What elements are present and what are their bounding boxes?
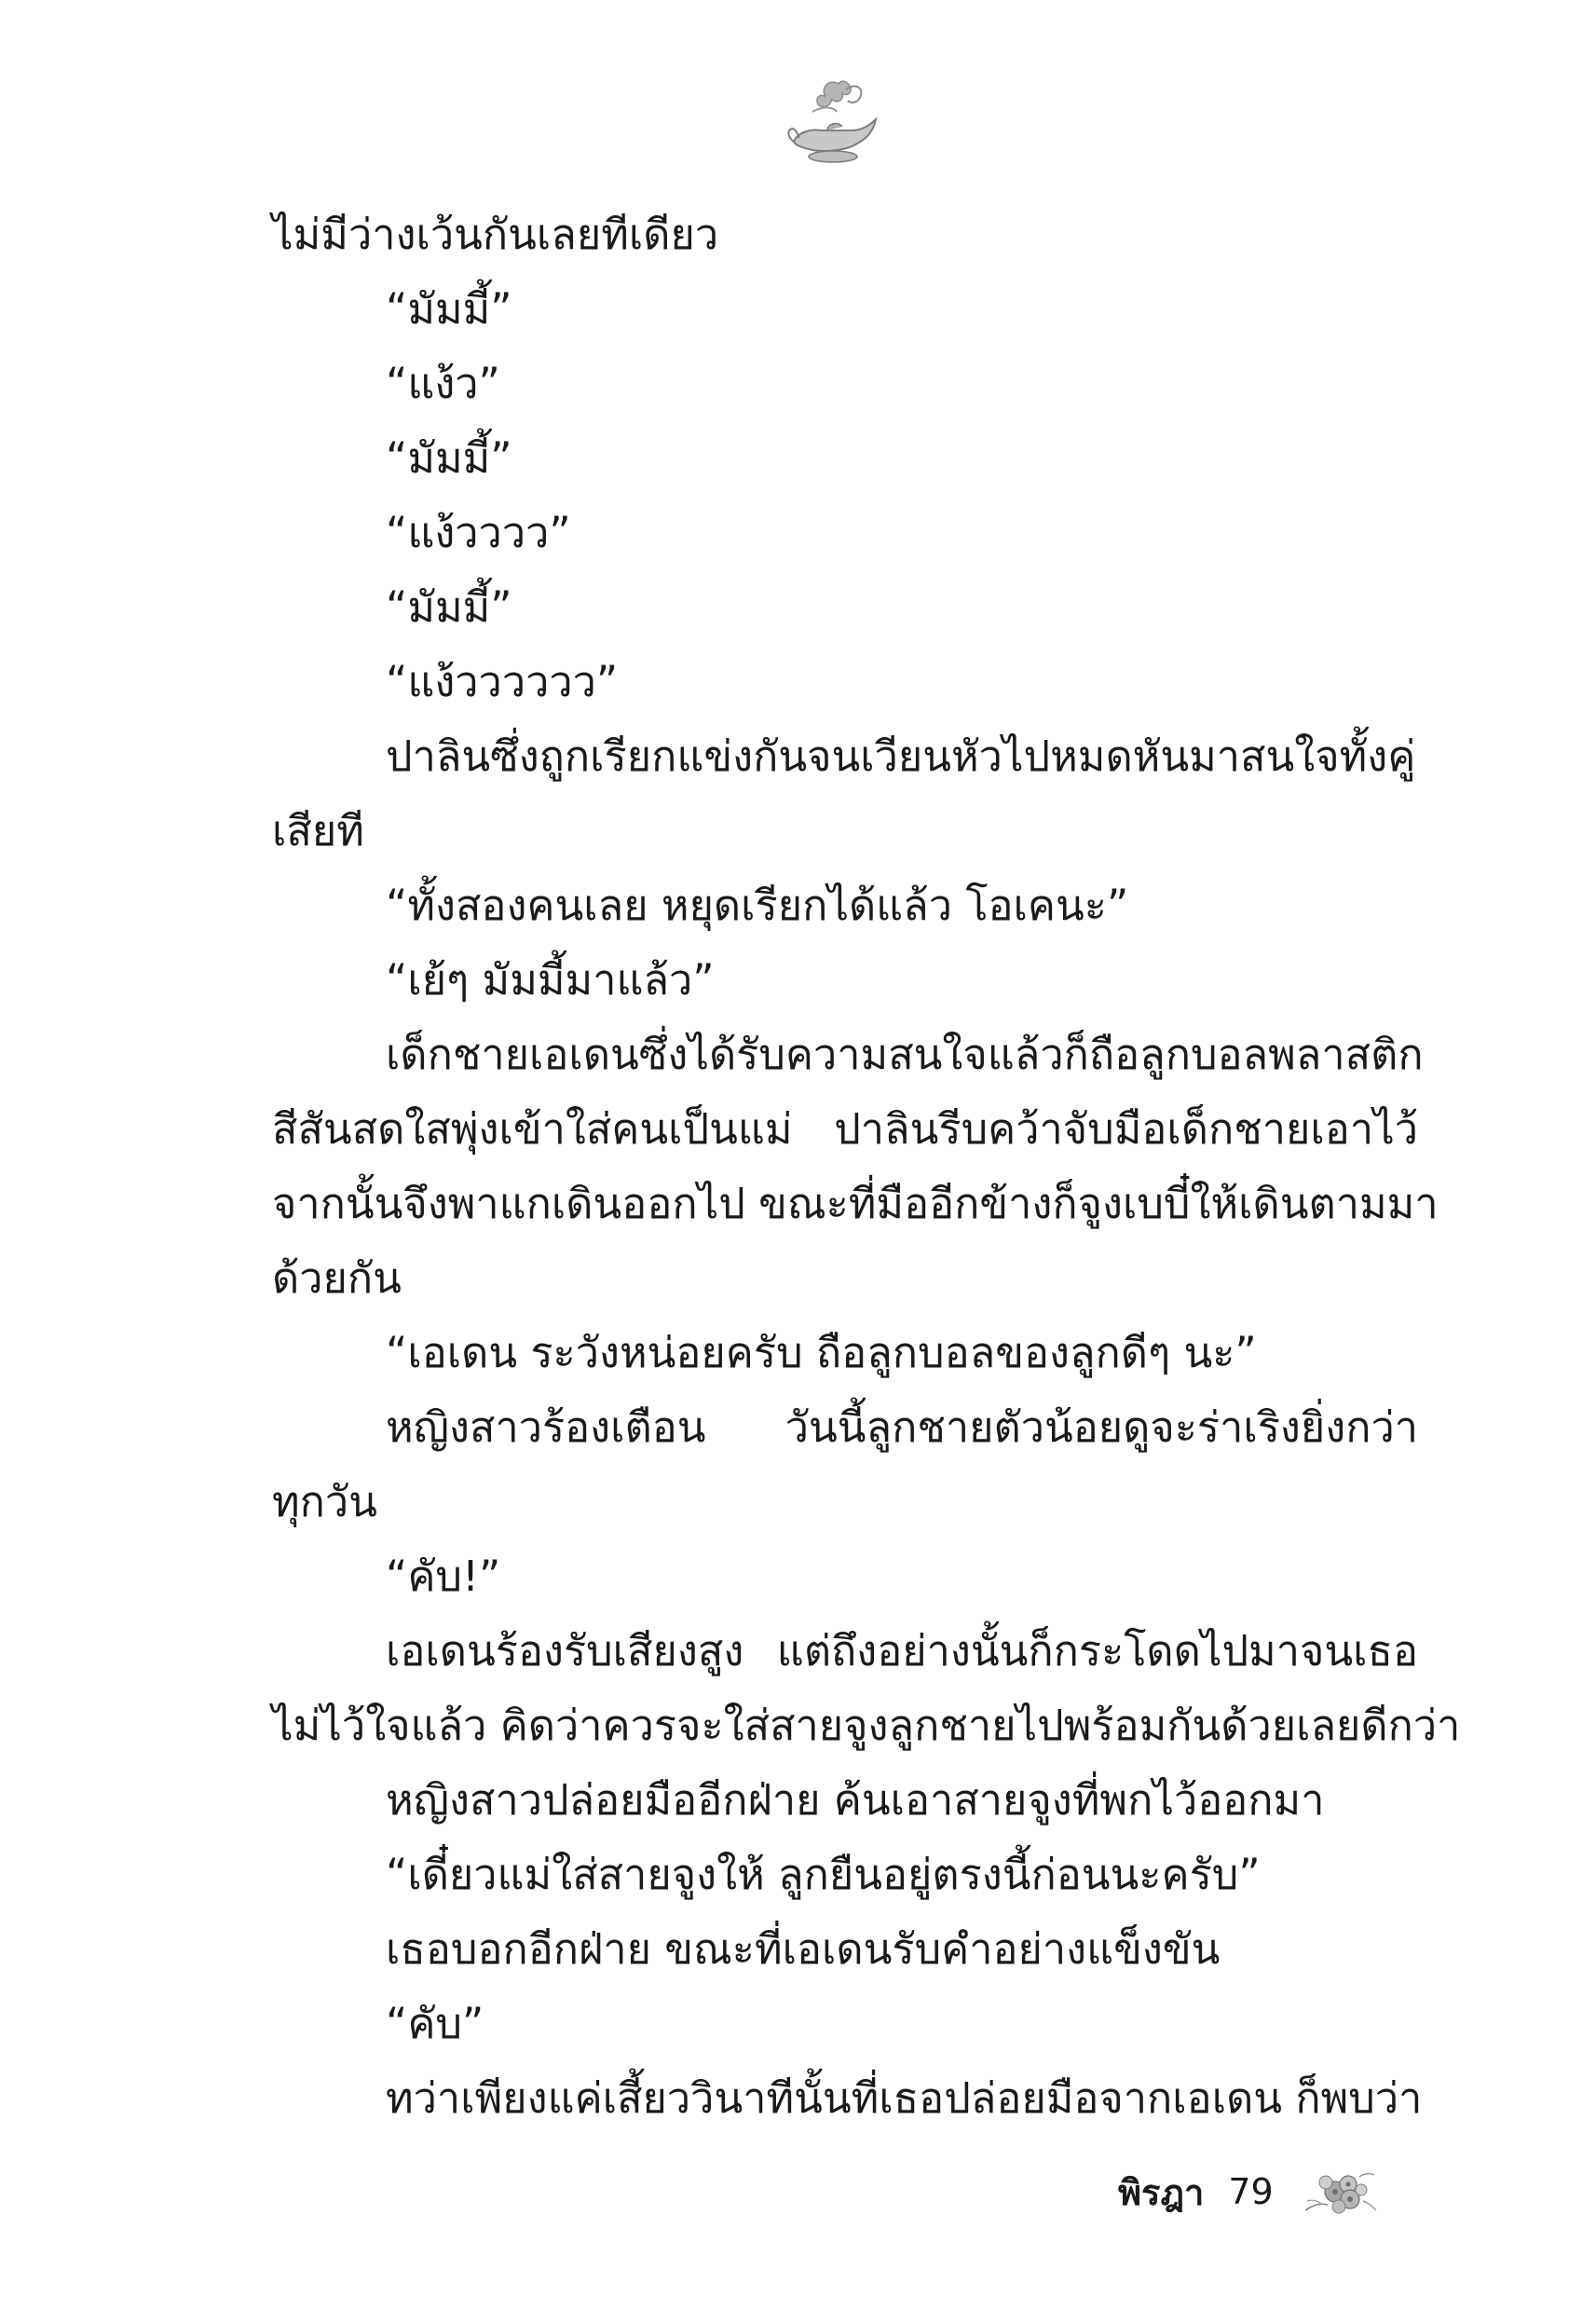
dialogue-line: “แง้วววววว” [386, 657, 619, 706]
paragraph-line: สีสันสดใสพุ่งเข้าใส่คนเป็นแม่ ปาลินรีบคว้าจับมือเด็กชายเอาไว้ [272, 1104, 1418, 1154]
paragraph-line: เธอบอกอีกฝ่าย ขณะที่เอเดนรับคำอย่างแข็งขัน [386, 1924, 1221, 1974]
dialogue-line: “มัมมี้” [386, 433, 512, 483]
dialogue-line: “คับ!” [386, 1552, 501, 1601]
paragraph-line: จากนั้นจึงพาแกเดินออกไป ขณะที่มืออีกข้างก็จูงเบบี๋ให้เดินตามมา [272, 1179, 1439, 1228]
paragraph-line: ทุกวัน [272, 1477, 377, 1526]
magic-lamp-icon [784, 76, 887, 170]
author-name: พิรฎา [1118, 2171, 1205, 2213]
dialogue-line: “เอเดน ระวังหน่อยครับ ถือลูกบอลของลูกดีๆ นะ” [386, 1328, 1257, 1377]
paragraph-line: ทว่าเพียงแค่เสี้ยววินาทีนั้นที่เธอปล่อยมือจากเอเดน ก็พบว่า [386, 2073, 1423, 2123]
dialogue-line: “เดี๋ยวแม่ใส่สายจูงให้ ลูกยืนอยู่ตรงนี้ก่อนนะครับ” [386, 1850, 1261, 1899]
paragraph-line: หญิงสาวร้องเตือน วันนี้ลูกชายตัวน้อยดูจะร่าเริงยิ่งกว่า [386, 1402, 1418, 1452]
dialogue-line: “ทั้งสองคนเลย หยุดเรียกได้แล้ว โอเคนะ” [386, 881, 1129, 930]
dialogue-line: “คับ” [386, 1999, 484, 2048]
paragraph-line: เอเดนร้องรับเสียงสูง แต่ถึงอย่างนั้นก็กระโดดไปมาจนเธอ [386, 1626, 1418, 1675]
dialogue-line: “แง้วววว” [386, 508, 571, 557]
text-line: ไม่มีว่างเว้นกันเลยทีเดียว [272, 210, 719, 259]
paragraph-line: ปาลินซึ่งถูกเรียกแข่งกันจนเวียนหัวไปหมดหันมาสนใจทั้งคู่ [386, 732, 1416, 781]
page-footer [1118, 2164, 1378, 2220]
paragraph-line: เด็กชายเอเดนซึ่งได้รับความสนใจแล้วก็ถือลูกบอลพลาสติก [386, 1030, 1424, 1079]
paragraph-line: ด้วยกัน [272, 1253, 402, 1303]
paragraph-line: ไม่ไว้ใจแล้ว คิดว่าควรจะใส่สายจูงลูกชายไปพร้อมกันด้วยเลยดีกว่า [272, 1701, 1461, 1750]
dialogue-line: “เย้ๆ มัมมี้มาแล้ว” [386, 955, 715, 1005]
flower-bouquet-icon [1302, 2164, 1378, 2220]
dialogue-line: “แง้ว” [386, 359, 500, 408]
paragraph-line: หญิงสาวปล่อยมืออีกฝ่าย ค้นเอาสายจูงที่พกไว้ออกมา [386, 1775, 1325, 1825]
paragraph-line: เสียที [272, 806, 364, 855]
dialogue-line: “มัมมี้” [386, 582, 512, 632]
page-number: 79 [1228, 2171, 1274, 2212]
dialogue-line: “มัมมี้” [386, 284, 512, 334]
